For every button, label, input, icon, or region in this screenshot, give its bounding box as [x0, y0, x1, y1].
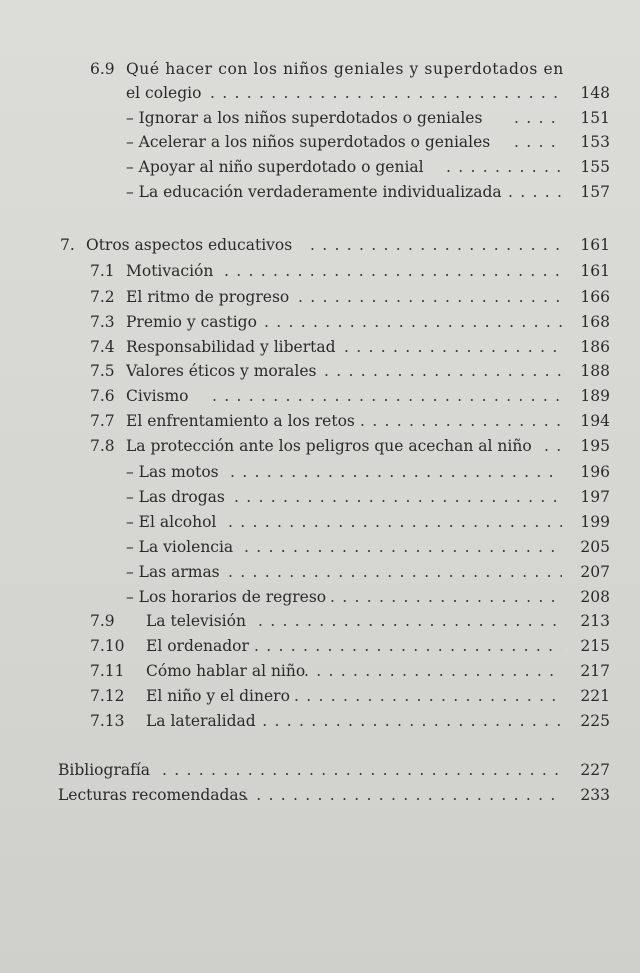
dot-leader — [230, 459, 562, 485]
page-number: 166 — [580, 288, 610, 306]
page-number: 207 — [580, 563, 610, 581]
section-number: 7.6 — [90, 387, 115, 405]
dot-leader — [508, 179, 562, 205]
entry-title: – Acelerar a los niños superdotados o geniales — [126, 133, 491, 151]
section-title-continued: el colegio — [126, 84, 202, 102]
toc-entry — [0, 179, 640, 205]
page-number: 189 — [580, 387, 610, 405]
dot-leader — [228, 559, 562, 585]
section-number: 7.5 — [90, 362, 115, 380]
toc-entry — [0, 334, 640, 360]
section-number: 7.12 — [90, 687, 125, 705]
section-number: 7.1 — [90, 262, 115, 280]
page-number: 199 — [580, 513, 610, 531]
dot-leader — [234, 484, 562, 510]
dot-leader — [250, 708, 562, 734]
toc-entry — [0, 633, 640, 659]
page-number: 194 — [580, 412, 610, 430]
page-number: 221 — [580, 687, 610, 705]
page-number: 161 — [580, 236, 610, 254]
page-number: 215 — [580, 637, 610, 655]
section-number: 7.4 — [90, 338, 115, 356]
entry-title: Bibliografía — [58, 761, 151, 779]
dot-leader — [244, 782, 562, 808]
entry-title: Motivación — [126, 262, 214, 280]
dot-leader — [324, 358, 562, 384]
section-number: 7.11 — [90, 662, 125, 680]
section-number: 7.8 — [90, 437, 115, 455]
toc-entry — [0, 534, 640, 560]
toc-entry — [0, 258, 640, 284]
page-number: 188 — [580, 362, 610, 380]
dot-leader — [162, 757, 562, 783]
toc-entry — [0, 708, 640, 734]
page-number: 195 — [580, 437, 610, 455]
toc-entry — [0, 584, 640, 610]
dot-leader — [298, 284, 562, 310]
page-number: 151 — [580, 109, 610, 127]
entry-title: Responsabilidad y libertad — [126, 338, 336, 356]
toc-entry-6-9-line1 — [0, 56, 640, 82]
dot-leader — [304, 658, 562, 684]
page-number: 197 — [580, 488, 610, 506]
section-number: 7.7 — [90, 412, 115, 430]
toc-entry — [0, 358, 640, 384]
toc-entry — [0, 383, 640, 409]
toc-entry — [0, 608, 640, 634]
toc-entry — [0, 459, 640, 485]
page-number: 205 — [580, 538, 610, 556]
toc-entry — [0, 129, 640, 155]
entry-title: Otros aspectos educativos — [86, 236, 293, 254]
entry-title: – La educación verdaderamente individualizada — [126, 183, 502, 201]
dot-leader — [310, 232, 562, 258]
toc-entry — [0, 658, 640, 684]
toc-entry — [0, 433, 640, 459]
entry-title: La televisión — [146, 612, 246, 630]
section-number: 7.13 — [90, 712, 125, 730]
dot-leader — [544, 433, 562, 459]
page-number: 225 — [580, 712, 610, 730]
entry-title: La lateralidad — [146, 712, 256, 730]
dot-leader — [360, 408, 562, 434]
toc-entry — [0, 683, 640, 709]
dot-leader — [264, 309, 562, 335]
entry-title: – Las drogas — [126, 488, 225, 506]
section-number: 7.3 — [90, 313, 115, 331]
entry-title: Lecturas recomendadas — [58, 786, 247, 804]
dot-leader — [224, 258, 562, 284]
page-number: 157 — [580, 183, 610, 201]
entry-title: – Ignorar a los niños superdotados o geniales — [126, 109, 483, 127]
dot-leader — [446, 154, 562, 180]
entry-title: El ordenador — [146, 637, 249, 655]
dot-leader — [244, 534, 562, 560]
section-number: 7. — [60, 236, 75, 254]
entry-title: – Las armas — [126, 563, 220, 581]
section-number: 7.10 — [90, 637, 125, 655]
toc-entry — [0, 105, 640, 131]
toc-entry — [0, 559, 640, 585]
entry-title: – El alcohol — [126, 513, 217, 531]
page-number: 148 — [580, 84, 610, 102]
entry-title: La protección ante los peligros que acechan al niño — [126, 437, 532, 455]
dot-leader — [228, 509, 562, 535]
dot-leader — [212, 383, 562, 409]
section-title: Qué hacer con los niños geniales y superdotados en — [126, 60, 564, 78]
dot-leader — [210, 80, 562, 106]
dot-leader — [344, 334, 562, 360]
page-number: 196 — [580, 463, 610, 481]
page-number: 155 — [580, 158, 610, 176]
page-number: 186 — [580, 338, 610, 356]
toc-entry — [0, 484, 640, 510]
entry-title: – La violencia — [126, 538, 234, 556]
page-number: 233 — [580, 786, 610, 804]
dot-leader — [258, 608, 562, 634]
toc-entry — [0, 509, 640, 535]
dot-leader — [254, 633, 562, 659]
entry-title: – Apoyar al niño superdotado o genial — [126, 158, 424, 176]
entry-title: Premio y castigo — [126, 313, 257, 331]
entry-title: El ritmo de progreso — [126, 288, 290, 306]
page-number: 168 — [580, 313, 610, 331]
dot-leader — [330, 584, 562, 610]
dot-leader — [294, 683, 562, 709]
entry-title: Civismo — [126, 387, 189, 405]
toc-entry — [0, 232, 640, 258]
dot-leader — [514, 105, 562, 131]
toc-entry — [0, 408, 640, 434]
toc-entry — [0, 284, 640, 310]
page-number: 227 — [580, 761, 610, 779]
toc-entry — [0, 309, 640, 335]
entry-title: Cómo hablar al niño — [146, 662, 306, 680]
toc-entry — [0, 782, 640, 808]
toc-entry — [0, 154, 640, 180]
section-number: 7.9 — [90, 612, 115, 630]
entry-title: El niño y el dinero — [146, 687, 290, 705]
page-number: 208 — [580, 588, 610, 606]
dot-leader — [514, 129, 562, 155]
page-number: 153 — [580, 133, 610, 151]
page-number: 217 — [580, 662, 610, 680]
page-number: 161 — [580, 262, 610, 280]
section-number: 6.9 — [90, 60, 115, 78]
toc-entry-6-9-line2 — [0, 80, 640, 106]
entry-title: Valores éticos y morales — [126, 362, 317, 380]
entry-title: El enfrentamiento a los retos — [126, 412, 355, 430]
toc-entry — [0, 757, 640, 783]
entry-title: – Los horarios de regreso — [126, 588, 327, 606]
page-number: 213 — [580, 612, 610, 630]
section-number: 7.2 — [90, 288, 115, 306]
entry-title: – Las motos — [126, 463, 219, 481]
